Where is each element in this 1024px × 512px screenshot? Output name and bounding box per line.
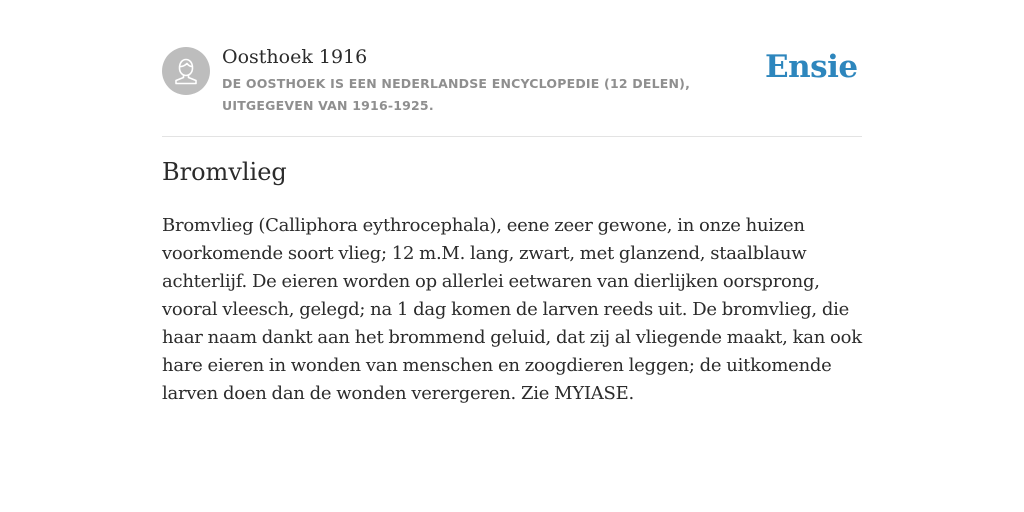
source-header	[162, 44, 862, 137]
source-name[interactable]: Oosthoek 1916	[222, 46, 368, 68]
user-icon	[162, 47, 210, 95]
source-avatar	[162, 47, 210, 95]
ensie-logo[interactable]: Ensie	[765, 49, 858, 85]
source-description: DE OOSTHOEK IS EEN NEDERLANDSE ENCYCLOPEDIE (12 DELEN), UITGEGEVEN VAN 1916-1925.	[222, 76, 691, 113]
article-title: Bromvlieg	[162, 158, 287, 186]
article-body: Bromvlieg (Calliphora eythrocephala), eene zeer gewone, in onze huizen voorkomende soort vlieg; 12 m.M. lang, zwart, met glanzend, staalblauw achterlijf. De eieren worden op allerlei eetwaren van dierlijken oorsprong, vooral vleesch, gelegd; na 1 dag komen de larven reeds uit. De bromvlieg, die haar naam dankt aan het brommend geluid, dat zij al vliegende maakt, kan ook hare eieren in wonden van menschen en zoogdieren leggen; de uitkomende larven doen dan de wonden verergeren. Zie MYIASE.	[162, 215, 862, 404]
